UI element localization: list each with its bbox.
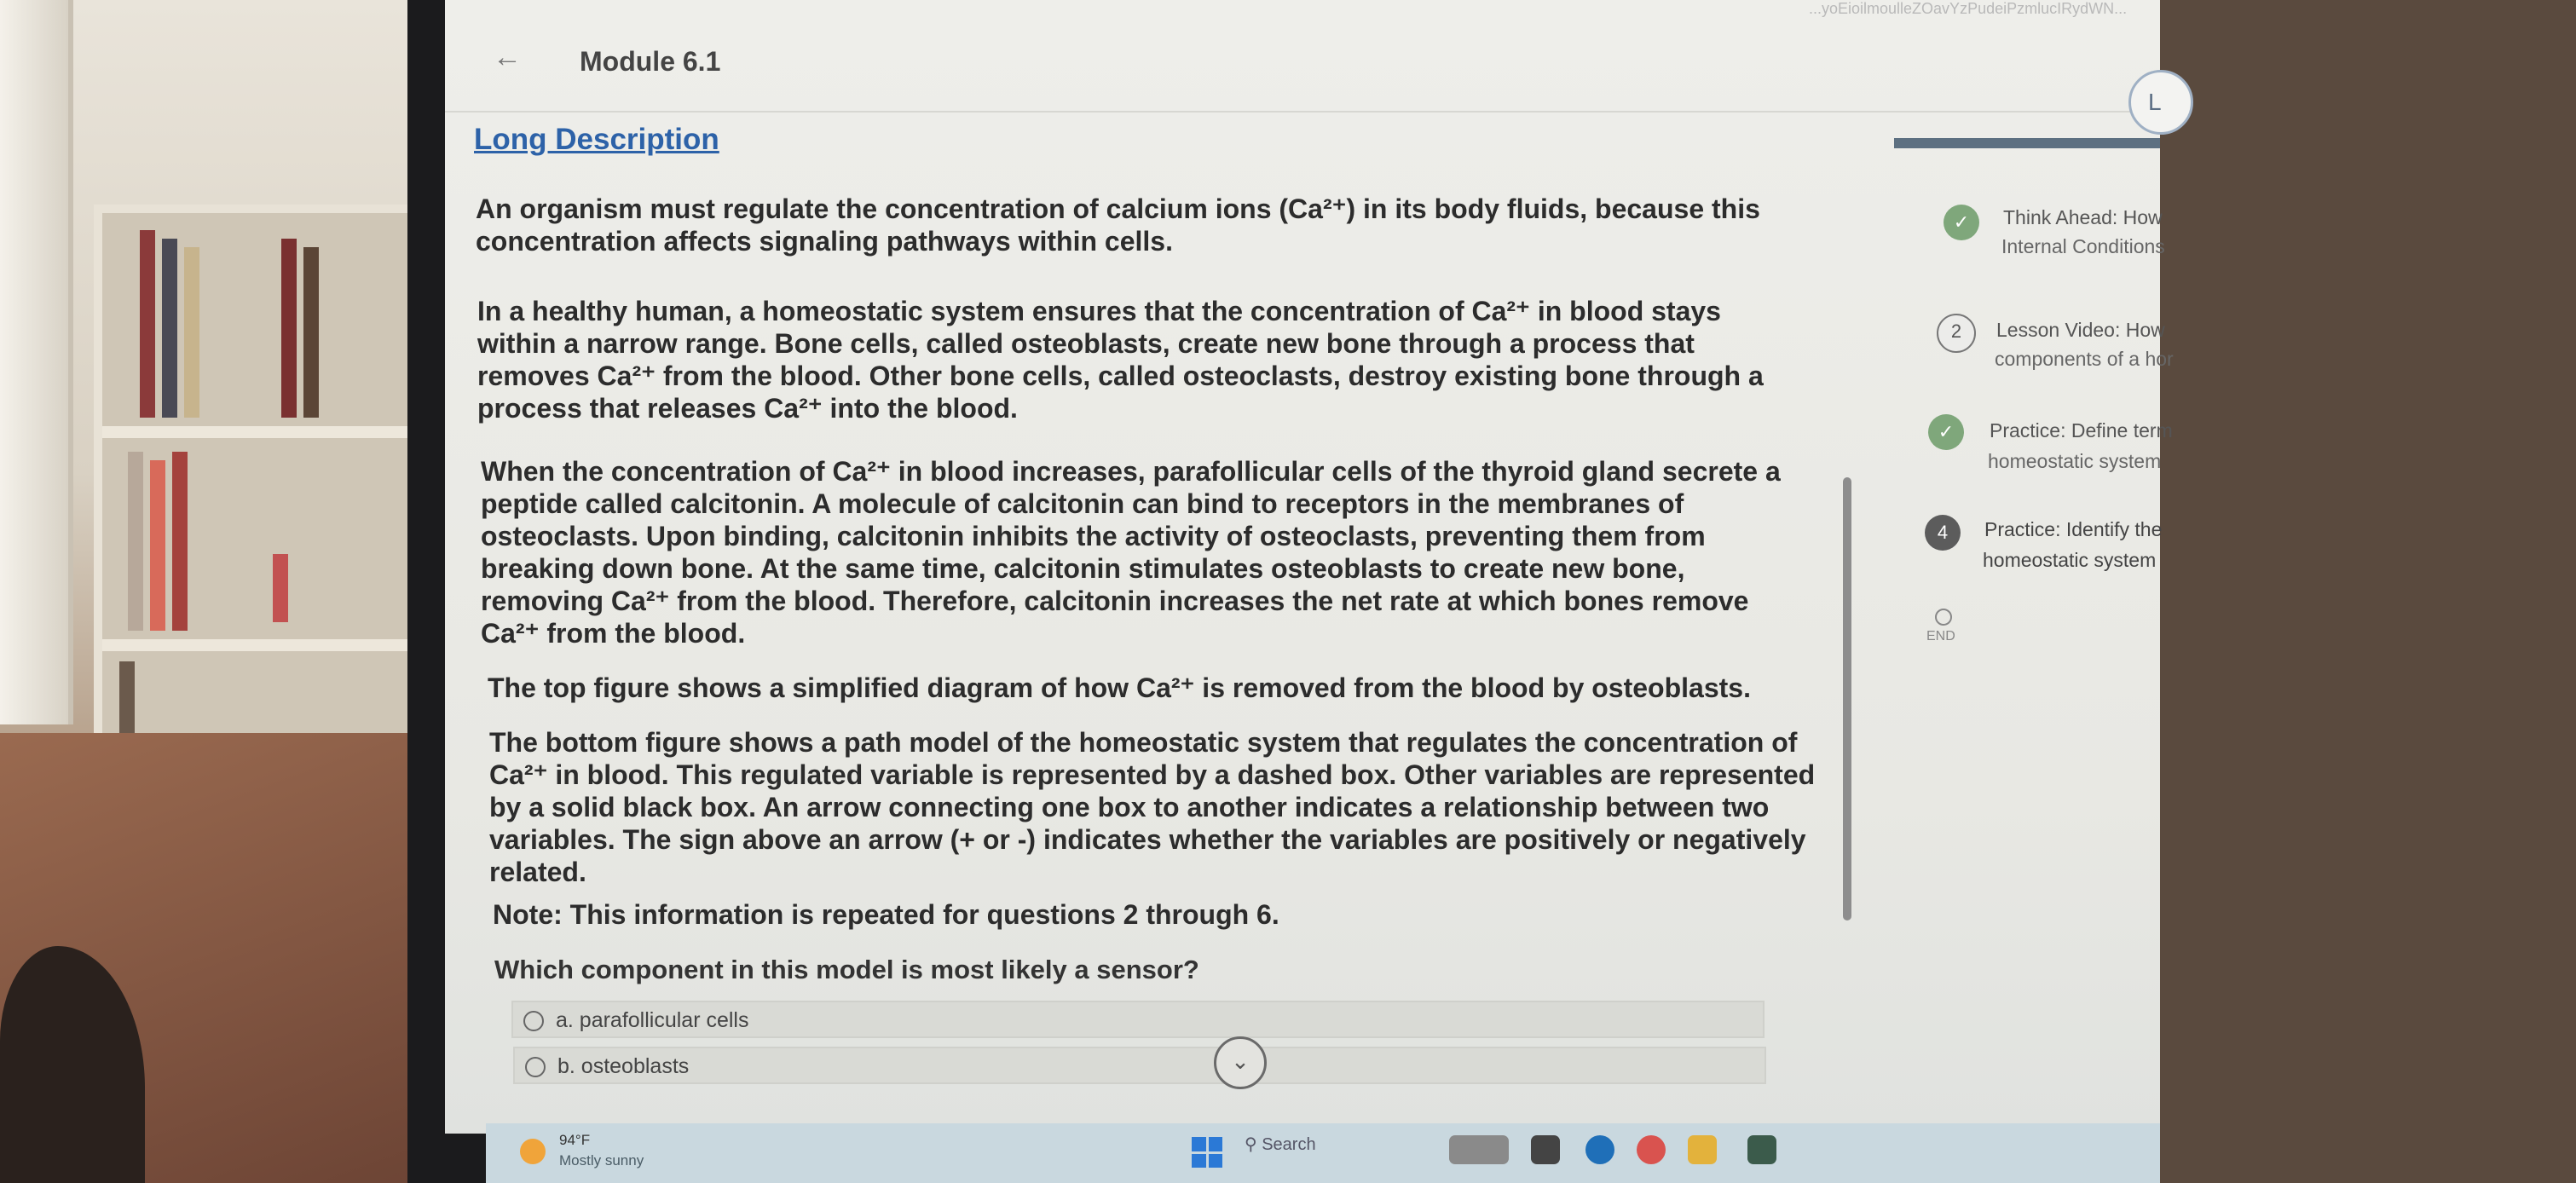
check-icon: ✓ <box>1944 205 1979 240</box>
paragraph-1: An organism must regulate the concentration of calcium ions (Ca²⁺) in its body fluids, because this concentration affects signaling pathways within cells. <box>476 193 1760 257</box>
taskbar-search[interactable] <box>1245 1134 1432 1168</box>
option-a[interactable] <box>511 1001 1765 1038</box>
step-subtitle: Internal Conditions <box>2001 235 2165 257</box>
sidebar-step-lesson-video[interactable] <box>1894 307 2174 401</box>
sidebar-step-think-ahead[interactable] <box>1894 196 2165 290</box>
step-title: Lesson Video: How <box>1996 319 2165 341</box>
note-text: This information is repeated for questions 2 through 6. <box>569 899 1279 930</box>
step-number-badge: 2 <box>1937 314 1976 353</box>
end-marker-icon <box>1935 609 1952 626</box>
chevron-down-icon[interactable]: ⌄ <box>1214 1036 1267 1089</box>
module-header <box>445 17 2160 113</box>
file-explorer-icon[interactable] <box>1531 1135 1560 1164</box>
weather-sun-icon[interactable] <box>520 1139 546 1164</box>
long-description-link[interactable]: Long Description <box>474 123 719 156</box>
edge-browser-icon[interactable] <box>1585 1135 1614 1164</box>
taskbar <box>486 1123 2160 1183</box>
paragraph-5: The bottom figure shows a path model of the homeostatic system that regulates the concentration of Ca²⁺ in blood. This regulated variable is represented by a dashed box. Other variables are represented by a solid black box. An arrow connecting one box to another indicates a relationship between two variables. The sign above an arrow (+ or -) indicates whether the variables are positively or negatively related. <box>489 727 1816 887</box>
option-label: b. osteoblasts <box>557 1054 690 1078</box>
step-subtitle: homeostatic system <box>1988 450 2162 472</box>
step-subtitle: homeostatic system <box>1983 549 2157 571</box>
sidebar-step-identify[interactable] <box>1894 506 2163 600</box>
step-title: Practice: Define term <box>1990 419 2173 441</box>
radio-icon[interactable] <box>523 1011 544 1031</box>
background-room-photo <box>0 0 477 1183</box>
main-content <box>445 111 1843 1134</box>
radio-icon[interactable] <box>525 1057 546 1077</box>
lesson-sidebar <box>1894 162 2174 759</box>
scrollbar-thumb[interactable] <box>1843 477 1851 920</box>
step-number-badge: 4 <box>1925 515 1961 551</box>
note-line <box>493 898 1822 931</box>
chrome-icon[interactable] <box>1637 1135 1666 1164</box>
page-title: Module 6.1 <box>580 46 721 77</box>
search-label: Search <box>1262 1135 1316 1154</box>
avatar[interactable]: L <box>2128 70 2193 135</box>
option-label: a. parafollicular cells <box>556 1008 749 1032</box>
search-icon: ⚲ <box>1245 1135 1257 1154</box>
windows-start-icon[interactable] <box>1192 1137 1222 1168</box>
room-window <box>0 0 73 724</box>
folder-icon[interactable] <box>1688 1135 1717 1164</box>
paragraph-4: The top figure shows a simplified diagram of how Ca²⁺ is removed from the blood by osteoblasts. <box>488 672 1751 703</box>
browser-screen <box>445 0 2174 1134</box>
arrow-left-icon[interactable]: ← <box>493 41 522 73</box>
progress-line <box>1894 138 2160 148</box>
widget-icon[interactable] <box>1449 1135 1509 1164</box>
store-icon[interactable] <box>1747 1135 1776 1164</box>
step-subtitle: components of a hor <box>1995 348 2174 370</box>
note-label: Note: <box>493 899 563 930</box>
paragraph-2: In a healthy human, a homeostatic system ensures that the concentration of Ca²⁺ in blood stays within a narrow range. Bone cells, called osteoblasts, create new bone through a process that removes Ca²⁺ from the blood. Other bone cells, called osteoclasts, destroy existing bone through a process that releases Ca²⁺ into the blood. <box>477 296 1764 424</box>
question-text: Which component in this model is most likely a sensor? <box>494 955 1199 984</box>
weather-condition[interactable]: Mostly sunny <box>559 1152 644 1169</box>
step-title: Practice: Identify the <box>1984 518 2163 540</box>
step-title: Think Ahead: How <box>2003 206 2163 228</box>
weather-temperature[interactable]: 94°F <box>559 1132 591 1148</box>
option-b[interactable] <box>513 1047 1766 1084</box>
url-fragment: ...yoEioilmoulleZOavYzPudeiPzmlucIRydWN... <box>1809 0 2128 17</box>
check-icon: ✓ <box>1928 414 1964 450</box>
paragraph-3: When the concentration of Ca²⁺ in blood increases, parafollicular cells of the thyroid gland secrete a peptide called calcitonin. A molecule of calcitonin can bind to receptors in the membranes of osteoclasts. Upon binding, calcitonin inhibits the activity of osteoclasts, preventing them from breaking down bone. At the same time, calcitonin stimulates osteoblasts to create new bone, removing Ca²⁺ from the blood. Therefore, calcitonin increases the net rate at which bones remove Ca²⁺ from the blood. <box>481 456 1781 649</box>
end-label: END <box>1926 629 1955 643</box>
sidebar-step-define-terms[interactable] <box>1894 407 2173 501</box>
